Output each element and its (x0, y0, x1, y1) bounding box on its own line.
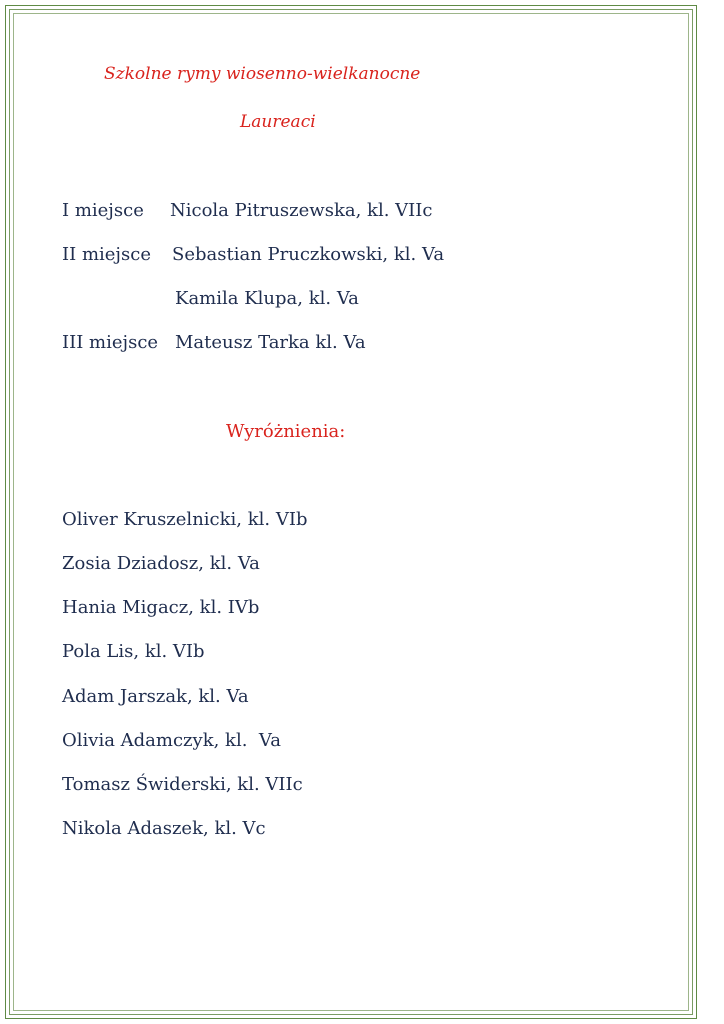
laureate-place: III miejsce (62, 332, 159, 353)
distinction-item: Tomasz Świderski, kl. VIIc (62, 774, 303, 795)
distinction-item: Oliver Kruszelnicki, kl. VIb (62, 509, 308, 530)
distinction-item: Pola Lis, kl. VIb (62, 641, 205, 662)
laureate-row-2 (62, 244, 444, 266)
laureate-row-4 (62, 332, 366, 354)
laureate-row-1 (62, 200, 432, 222)
document-subtitle: Laureaci (240, 112, 316, 132)
document-title: Szkolne rymy wiosenno-wielkanocne (104, 64, 421, 84)
distinction-item: Olivia Adamczyk, kl. Va (62, 730, 281, 751)
laureate-place: I miejsce (62, 200, 144, 221)
distinction-item: Nikola Adaszek, kl. Vc (62, 818, 266, 839)
distinction-item: Zosia Dziadosz, kl. Va (62, 553, 260, 574)
laureate-row-3 (62, 288, 359, 310)
laureate-name: Nicola Pitruszewska, kl. VIIc (170, 200, 433, 221)
laureate-name: Kamila Klupa, kl. Va (175, 288, 359, 309)
distinction-item: Adam Jarszak, kl. Va (62, 686, 249, 707)
distinction-item: Hania Migacz, kl. IVb (62, 597, 260, 618)
laureate-name: Sebastian Pruczkowski, kl. Va (172, 244, 445, 265)
distinctions-heading: Wyróżnienia: (226, 421, 346, 442)
laureate-place: II miejsce (62, 244, 151, 265)
laureate-name: Mateusz Tarka kl. Va (175, 332, 366, 353)
